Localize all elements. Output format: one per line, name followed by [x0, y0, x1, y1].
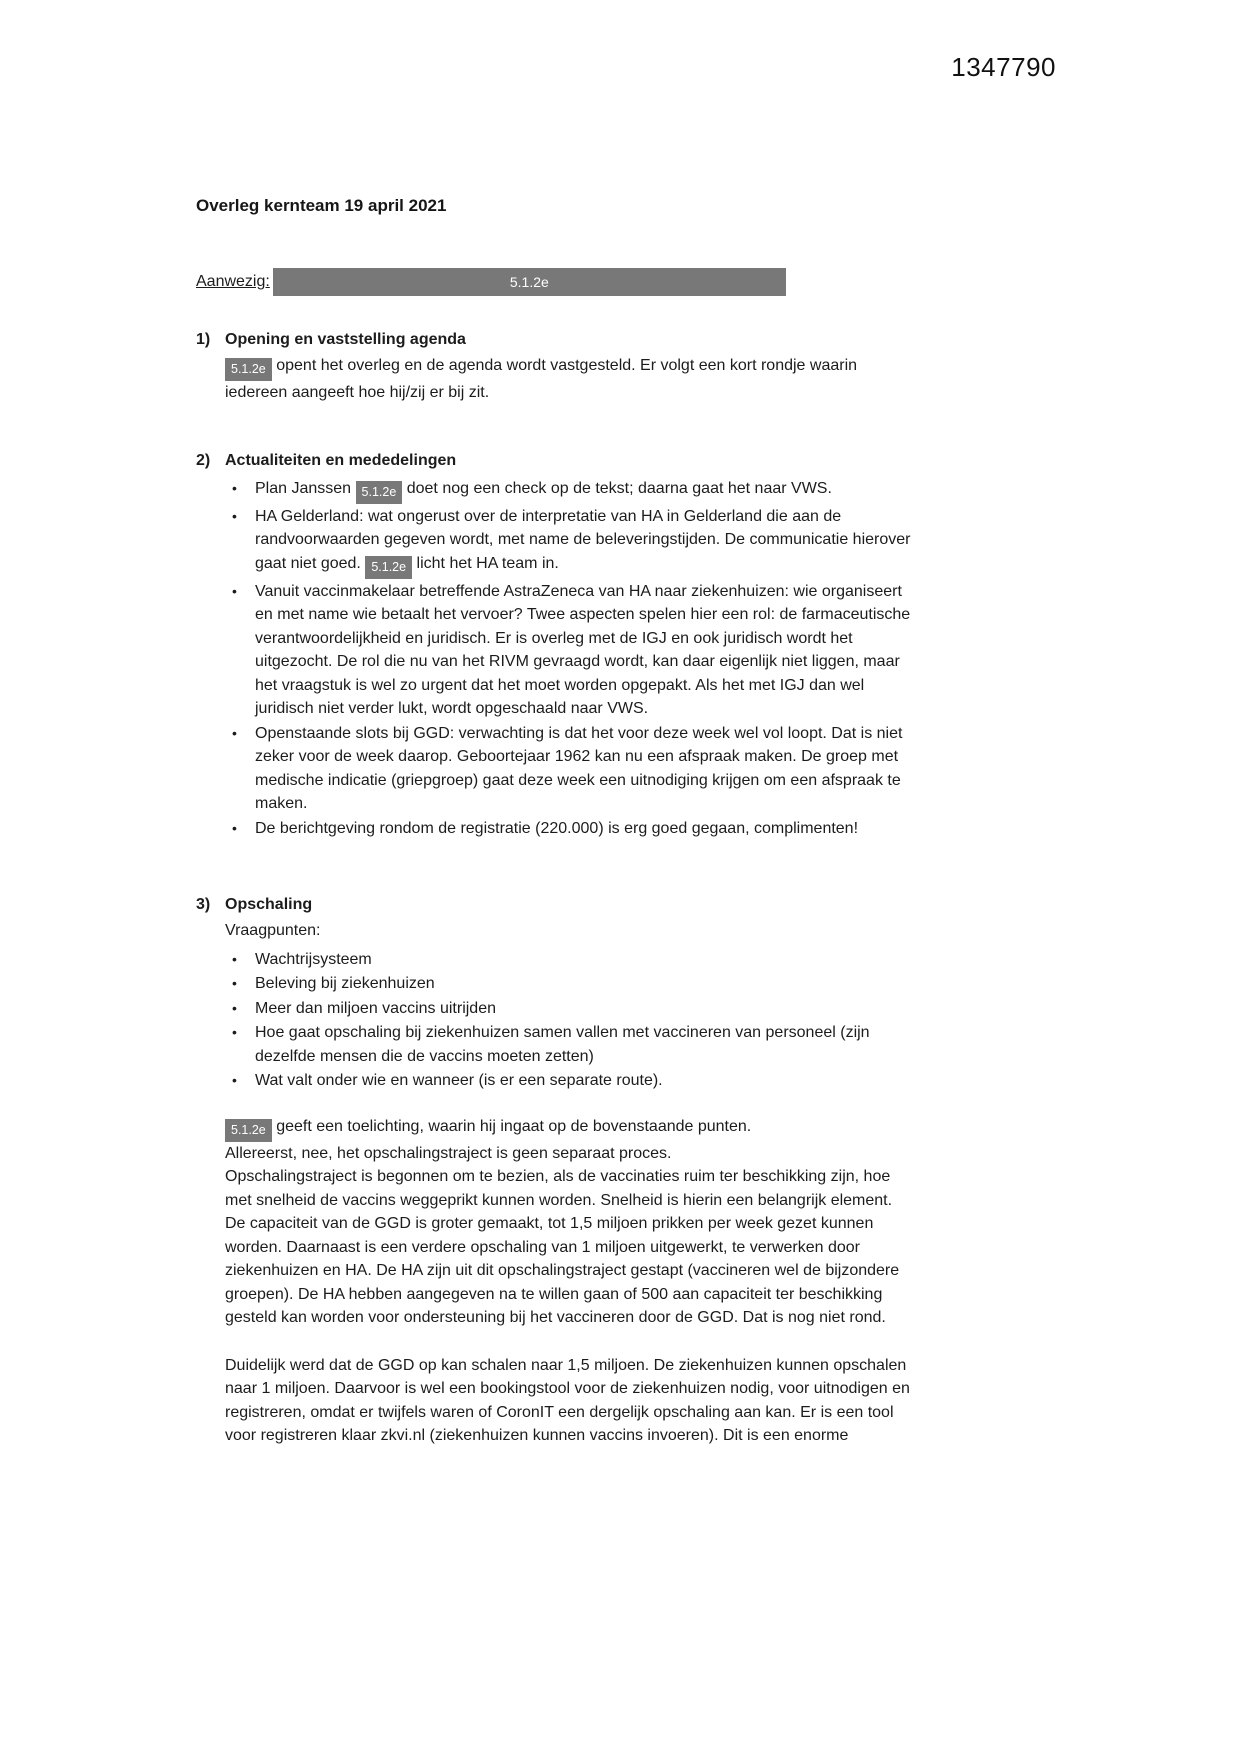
item-1-body-text: opent het overleg en de agenda wordt vastgesteld. Er volgt een kort rondje waarin iedereen aangeeft hoe hij/zij er bij zit.: [225, 357, 858, 401]
list-item: [232, 1069, 915, 1093]
bullet-icon: •: [232, 819, 237, 836]
spacer: [225, 1330, 915, 1354]
item-3-bullet-5: Wat valt onder wie en wanneer (is er een separate route).: [255, 1072, 663, 1089]
item-2-bullet-list: [232, 477, 915, 841]
toelichting-paragraph: [225, 1115, 915, 1142]
bullet-icon: •: [232, 999, 237, 1016]
redaction-chip: 5.1.2e: [225, 1119, 272, 1142]
bullet-icon: •: [232, 479, 237, 496]
redaction-chip: 5.1.2e: [225, 358, 272, 381]
toelichting-text: geeft een toelichting, waarin hij ingaat op de bovenstaande punten.: [276, 1117, 752, 1135]
redaction-chip: 5.1.2e: [356, 481, 403, 504]
paragraph-opschalingstraject: Opschalingstraject is begonnen om te bezien, als de vaccinaties ruim ter beschikking zijn, hoe met snelheid de vaccins weggeprikt kunnen worden. Snelheid is hierin een belangrijk element. De capaciteit van de GGD is groter gemaakt, tot 1,5 miljoen prikken per week gezet kunnen worden. Daarnaast is een verdere opschaling van 1 miljoen uitgewerkt, te verwerken door ziekenhuizen en HA. De HA zijn uit dit opschalingstraject gestapt (vaccineren wel de bijzondere groepen). De HA hebben aangegeven na te willen gaan of 500 aan capaciteit ter beschikking gesteld kan worden voor ondersteuning bij het vaccineren door de GGD. Dat is nog niet rond.: [225, 1168, 900, 1326]
item-2-bullet-2: [255, 505, 915, 579]
bullet-icon: •: [232, 724, 237, 741]
item-3-bullet-1: Wachtrijsysteem: [255, 950, 372, 968]
item-2-number: 2): [196, 451, 211, 469]
bullet-text-post: doet nog een check op de tekst; daarna gaat het naar VWS.: [406, 479, 832, 497]
paragraph-duidelijk: Duidelijk werd dat de GGD op kan schalen naar 1,5 miljoen. De ziekenhuizen kunnen opschalen naar 1 miljoen. Daarvoor is wel een bookingstool voor de ziekenhuizen nodig, voor uitnodigen en registreren, omdat er twijfels waren of CoronIT een dergelijk opschaling aan kan. Er is een tool voor registreren klaar zkvi.nl (ziekenhuizen kunnen vaccins invoeren). Dit is een enorme: [225, 1356, 910, 1444]
bullet-icon: •: [232, 582, 237, 599]
spacer: [196, 405, 916, 449]
list-item: [232, 997, 915, 1021]
agenda-item-2: [196, 449, 916, 842]
list-item: [232, 817, 915, 841]
item-2-bullet-3: Vanuit vaccinmakelaar betreffende AstraZeneca van HA naar ziekenhuizen: wie organiseert en met name wie betaalt het vervoer? Twee aspecten spelen hier een rol: de farmaceutische verantwoordelijkheid en juridisch. Er is overleg met de IGJ en ook juridisch wordt het uitgezocht. De rol die nu van het RIVM gevraagd wordt, kan daar eigenlijk niet liggen, maar het vraagstuk is wel zo urgent dat het moet worden opgepakt. Als het met IGJ dan wel juridisch niet verder lukt, wordt opgeschaald naar VWS.: [255, 582, 911, 717]
bullet-text-post: licht het HA team in.: [416, 554, 559, 572]
attendees-row: [196, 268, 916, 296]
list-item: [232, 948, 915, 972]
bullet-text-pre: Plan Janssen: [255, 479, 352, 497]
item-1-heading: Opening en vaststelling agenda: [225, 331, 466, 348]
bullet-icon: •: [232, 1024, 237, 1040]
item-2-heading: Actualiteiten en mededelingen: [225, 451, 457, 469]
agenda-item-3: [196, 893, 916, 1448]
paragraph-allereerst: Allereerst, nee, het opschalingstraject is geen separaat proces.: [225, 1144, 672, 1162]
attendees-redaction-bar: [273, 268, 786, 296]
bullet-text-pre: HA Gelderland: wat ongerust over de interpretatie van HA in Gelderland die aan de randvoorwaarden gegeven wordt, met name de beleveringstijden. De communicatie hierover gaat niet goed.: [255, 507, 911, 572]
item-2-bullet-5: De berichtgeving rondom de registratie (220.000) is erg goed gegaan, complimenten!: [255, 819, 859, 837]
redaction-code: 5.1.2e: [509, 274, 549, 290]
list-item: [232, 477, 915, 504]
attendees-label: Aanwezig:: [196, 273, 270, 290]
item-3-bullet-4: Hoe gaat opschaling bij ziekenhuizen samen vallen met vaccineren van personeel (zijn dezelfde mensen die de vaccins moeten zetten): [255, 1024, 870, 1065]
bullet-icon: •: [232, 950, 237, 967]
item-3-bullet-3: Meer dan miljoen vaccins uitrijden: [255, 999, 496, 1017]
list-item: [232, 972, 915, 996]
list-item: [232, 505, 915, 579]
page-title: Overleg kernteam 19 april 2021: [196, 196, 447, 215]
doc-number: 1347790: [951, 52, 1056, 82]
item-2-bullet-4: Openstaande slots bij GGD: verwachting is dat het voor deze week wel vol loopt. Dat is niet zeker voor de week daarop. Geboortejaar 1962 kan nu een afspraak maken. De groep met medische indicatie (griepgroep) gaat deze week een uitnodiging krijgen om een afspraak te maken.: [255, 724, 903, 812]
bullet-icon: •: [232, 975, 237, 991]
spacer: [196, 841, 916, 893]
list-item: [232, 722, 915, 816]
document-content: [196, 196, 916, 1448]
item-3-number: 3): [196, 896, 211, 913]
item-3-intro: Vraagpunten:: [225, 922, 321, 939]
item-1-number: 1): [196, 331, 211, 348]
bullet-icon: •: [232, 1072, 237, 1088]
item-3-heading: Opschaling: [225, 896, 313, 913]
item-3-bullet-list: [232, 948, 915, 1093]
agenda-item-1: [196, 328, 916, 405]
item-1-body: [225, 354, 915, 405]
item-3-bullet-2: Beleving bij ziekenhuizen: [255, 975, 435, 992]
list-item: [232, 1021, 915, 1068]
list-item: [232, 580, 915, 721]
item-2-bullet-1: [255, 477, 915, 504]
bullet-icon: •: [232, 507, 237, 524]
redaction-chip: 5.1.2e: [365, 556, 412, 579]
